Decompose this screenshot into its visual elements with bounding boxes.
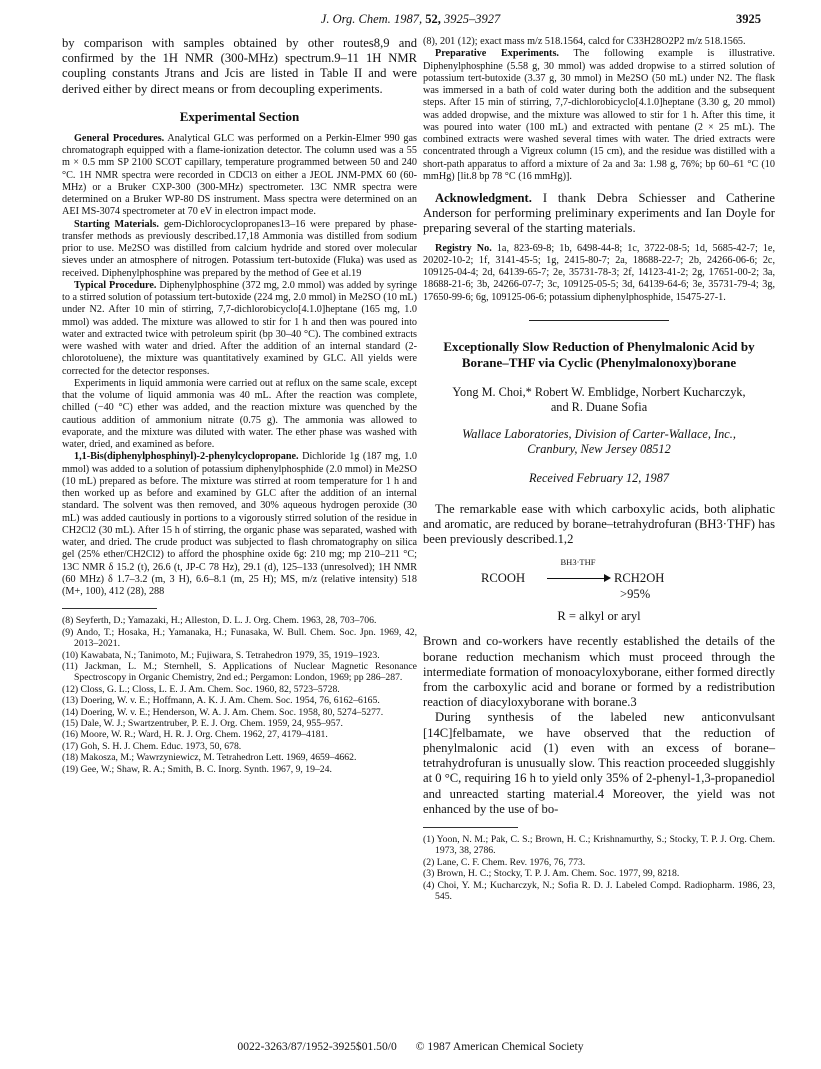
page-number: 3925 <box>736 12 761 26</box>
footnote: (18) Makosza, M.; Wawrzyniewicz, M. Tetrahedron Lett. 1969, 4659–4662. <box>62 752 357 764</box>
affiliation: Wallace Laboratories, Division of Carter-Wallace, Inc., Cranbury, New Jersey 08512 <box>462 426 736 456</box>
right-column <box>423 36 775 902</box>
during-paragraph: During synthesis of the labeled new anticonvulsant [14C]felbamate, we have observed that the reduction of phenylmalonic acid (1) even with an excess of borane–tetrahydrofuran is unusually slow. This reaction proceeded sluggishly at 0 °C, requiring 16 h to yield only 35% of 2-phenyl-1,3-propanediol and unreacted starting material.4 Moreover, the yield was not enhanced by the use of bo- <box>423 710 775 816</box>
intro-paragraph: by comparison with samples obtained by other routes8,9 and confirmed by the 1H NMR (300-MHz) spectrum.9–11 1H NMR coupling constants Jtrans and Jcis are listed in Table II and were derived either by direct means or from decoupling experiments. <box>62 36 417 96</box>
product: RCH2OH <box>614 571 665 586</box>
left-footnotes <box>62 615 417 775</box>
bis-phosphinyl-procedure: 1,1-Bis(diphenylphosphinyl)-2-phenylcyclopropane. Dichloride 1g (187 mg, 1.0 mmol) was added to a solution of potassium diphenylphosphide (2.0 mmol) in Me2SO (10 mL) prepared as before. The mixture was stirred at room temperature for 1 h and then worked up as before and examined by GLC after the addition of an internal standard. The solvent was then removed, and 30% aqueous hydrogen peroxide (30 mL) was added cautiously in portions to a vigorously stirred solution of the residue in CH2Cl2 (30 mL). After 15 h of stirring, the organic phase was separated, washed with water, and dried. The crude product was subjected to flash chromatography on silica gel (25% ether/CH2Cl2) to afford the phosphine oxide 6g: 210 mg; mp 210–211 °C; 13C NMR δ 15.2 (t), 26.6 (t, JP-C 78 Hz), 29.1 (d), 125–133 (unresolved); 1H NMR (60 MHz) δ 1.7–3.2 (m, 3 H), 6.6–8.1 (m, 25 H); MS, m/z (relative intensity) 518 (M+, 100), 412 (28), 288 <box>62 451 417 598</box>
ammonia-experiments: Experiments in liquid ammonia were carried out at reflux on the same scale, except that the volume of liquid ammonia was 40 mL. After the reaction was complete, chilled (−40 °C) ether was added, and the reaction mixture was quenched by the cautious addition of ammonium nitrate (0.75 g). The ammonia was allowed to evaporate, and the mixture was diluted with water. The ether phase was washed with water, dried, and examined as before. <box>62 377 417 451</box>
page-footer <box>0 1040 821 1053</box>
footnote: (10) Kawabata, N.; Tanimoto, M.; Fujiwara, S. Tetrahedron 1979, 35, 1919–1923. <box>62 649 380 661</box>
footnote: (9) Ando, T.; Hosaka, H.; Yamanaka, H.; Funasaka, W. Bull. Chem. Soc. Jpn. 1969, 42, 2013–2021. <box>62 626 417 650</box>
footnote-rule <box>423 827 518 828</box>
section-title: Experimental Section <box>179 108 300 124</box>
right-footnotes <box>423 834 775 902</box>
journal-citation: J. Org. Chem. 1987, 52, 3925–3927 <box>320 12 501 26</box>
preparative-experiments: Preparative Experiments. The following example is illustrative. Diphenylphosphine (5.58 g, 30 mmol) was added dropwise to a stirred solution of potassium tert-butoxide (3.37 g, 30 mmol) in Me2SO (50 mL) under N2. The flask was immersed in a bath of cold water during both the addition and the subsequent steps. After 15 min of stirring, 7,7-dichlorobicyclo[4.1.0]heptane (3.30 g, 20 mmol) was added dropwise, and the mixture was allowed to stir for 1 h. After this time, it was poured into water (100 mL) and extracted with pentane (2 × 25 mL). The combined extracts were washed several times with water. The dried extracts were concentrated through a Vigreux column (15 cm), and the residue was distilled with a short-path apparatus to afford a mixture of 2a and 3a: 1.98 g, 76%; bp 60–61 °C (10 mmHg) [lit.8 bp 78 °C (16 mmHg)]. <box>423 48 775 182</box>
starting-materials: Starting Materials. gem-Dichlorocyclopropanes13–16 were prepared by phase-transfer methods as previously described.17,18 Ammonia was distilled from sodium prior to use. Me2SO was distilled from calcium hydride and stored over molecular sieves under an atmosphere of nitrogen. Potassium tert-butoxide (Fluka) was used as received. Diphenylphosphine was prepared by the method of Gee et al.19 <box>62 218 417 279</box>
footnote: (3) Brown, H. C.; Stocky, T. P. J. Am. Chem. Soc. 1977, 99, 8218. <box>423 868 680 880</box>
article-separator <box>529 320 669 321</box>
footnote: (19) Gee, W.; Shaw, R. A.; Smith, B. C. Inorg. Synth. 1967, 9, 19–24. <box>62 763 332 775</box>
authors: Yong M. Choi,* Robert W. Emblidge, Norbert Kucharczyk, and R. Duane Sofia <box>452 384 746 414</box>
left-column <box>62 36 417 775</box>
typical-procedure: Typical Procedure. Diphenylphosphine (372 mg, 2.0 mmol) was added by syringe to a stirred solution of potassium tert-butoxide (224 mg, 2.0 mmol) in Me2SO (10 mL) under N2. After 10 min of stirring, 7,7-dichlorobicyclo[4.1.0]heptane (165 mg, 1.0 mmol) was added. The mixture was allowed to stir for 1 h and then was poured into water and extracted twice with petroleum spirit (bp 30–40 °C). The combined extracts were washed with water and dried. After the addition of an internal standard (2-chlorotoluene), the mixture was quantitatively examined by GLC. All yields were corrected for the detector responses. <box>62 279 417 377</box>
r-definition: R = alkyl or aryl <box>557 609 641 624</box>
footnote: (12) Closs, G. L.; Closs, L. E. J. Am. Chem. Soc. 1960, 82, 5723–5728. <box>62 683 340 695</box>
footnote: (11) Jackman, L. M.; Sternhell, S. Applications of Nuclear Magnetic Resonance Spectroscopy in Organic Chemistry, 2nd ed.; Pergamon: London, 1969; pp 286–287. <box>62 660 417 684</box>
footnote: (2) Lane, C. F. Chem. Rev. 1976, 76, 773. <box>423 856 586 868</box>
footnote: (13) Doering, W. v. E.; Hoffmann, A. K. J. Am. Chem. Soc. 1954, 76, 6162–6165. <box>62 695 380 707</box>
reactant: RCOOH <box>481 571 526 586</box>
reaction-scheme <box>423 551 775 607</box>
footnote: (8) Seyferth, D.; Yamazaki, H.; Alleston, D. L. J. Org. Chem. 1963, 28, 703–706. <box>62 615 377 627</box>
acknowledgment: Acknowledgment. I thank Debra Schiesser and Catherine Anderson for performing preliminary experiments and Ian Doyle for preparing several of the starting materials. <box>423 191 775 236</box>
footnote: (4) Choi, Y. M.; Kucharczyk, N.; Sofia R. D. J. Labeled Compd. Radiopharm. 1986, 23, 545. <box>423 879 775 902</box>
article-intro: The remarkable ease with which carboxylic acids, both aliphatic and aromatic, are reduced by borane–tetrahydrofuran (BH3·THF) has been previously described.1,2 <box>423 501 775 547</box>
yield: >95% <box>620 587 651 602</box>
footnote-rule <box>62 608 157 609</box>
continued-data: (8), 201 (12); exact mass m/z 518.1564, calcd for C33H28O2P2 m/z 518.1565. <box>423 36 746 47</box>
footnote: (16) Moore, W. R.; Ward, H. R. J. Org. Chem. 1962, 27, 4179–4181. <box>62 729 328 741</box>
footnote: (1) Yoon, N. M.; Pak, C. S.; Brown, H. C.; Krishnamurthy, S.; Stocky, T. P. J. Org. Chem. 1973, 38, 2786. <box>423 833 775 857</box>
footnote: (14) Doering, W. v. E.; Henderson, W. A. J. Am. Chem. Soc. 1958, 80, 5274–5277. <box>62 706 384 718</box>
brown-paragraph: Brown and co-workers have recently established the details of the borane reduction mechanism which must proceed through the intermediate formation of monoacyloxyborane, either formed directly from the carboxylic acid and borane or formed by a redistribution reaction of diacyloxyborane with borane.3 <box>423 634 775 710</box>
registry-numbers: Registry No. 1a, 823-69-8; 1b, 6498-44-8; 1c, 3722-08-5; 1d, 5685-42-7; 1e, 20202-10-2; 1f, 3141-45-5; 1g, 2415-80-7; 2a, 18688-22-7; 2b, 24266-06-6; 2c, 109125-04-4; 2d, 64139-65-7; 2e, 35731-78-3; 2f, 14123-41-2; 2g, 17651-00-2; 3a, 18688-21-6; 3b, 24266-07-7; 3c, 109125-05-5; 3d, 64139-64-6; 3e, 35731-79-4; 3g, 17650-99-6; 6g, 109125-06-6; potassium diphenylphosphide, 15475-27-1. <box>423 242 776 303</box>
footnote: (15) Dale, W. J.; Swartzentruber, P. E. J. Org. Chem. 1959, 24, 955–957. <box>62 717 343 729</box>
general-procedures: General Procedures. Analytical GLC was performed on a Perkin-Elmer 990 gas chromatograph equipped with a flame-ionization detector. The column used was a 55 m × 0.5 mm SP 2100 SCOT capillary, temperature programmed between 50 and 240 °C. 1H NMR spectra were recorded in CDCl3 on either a JEOL JNM-PMX 60 (60-MHz) or a Bruker CXP-300 (300-MHz) spectrometer. 13C NMR spectra were determined on a Bruker WP-80 DS instrument. Mass spectra were determined on an AEI MS-3074 spectrometer at 70 eV in electron impact mode. <box>62 132 417 218</box>
arrowhead-icon <box>604 574 611 582</box>
reaction-arrow <box>547 578 609 579</box>
running-header <box>0 12 821 32</box>
issn-code: 0022-3263/87/1952-3925$01.50/0 <box>237 1040 397 1053</box>
footnote: (17) Goh, S. H. J. Chem. Educ. 1973, 50, 678. <box>62 740 242 752</box>
received-date: Received February 12, 1987 <box>529 470 669 485</box>
copyright: © 1987 American Chemical Society <box>415 1040 584 1053</box>
reagent-label: BH3·THF <box>560 557 596 568</box>
article-title: Exceptionally Slow Reduction of Phenylmalonic Acid by Borane–THF via Cyclic (Phenylmalonoxy)borane <box>443 338 755 370</box>
